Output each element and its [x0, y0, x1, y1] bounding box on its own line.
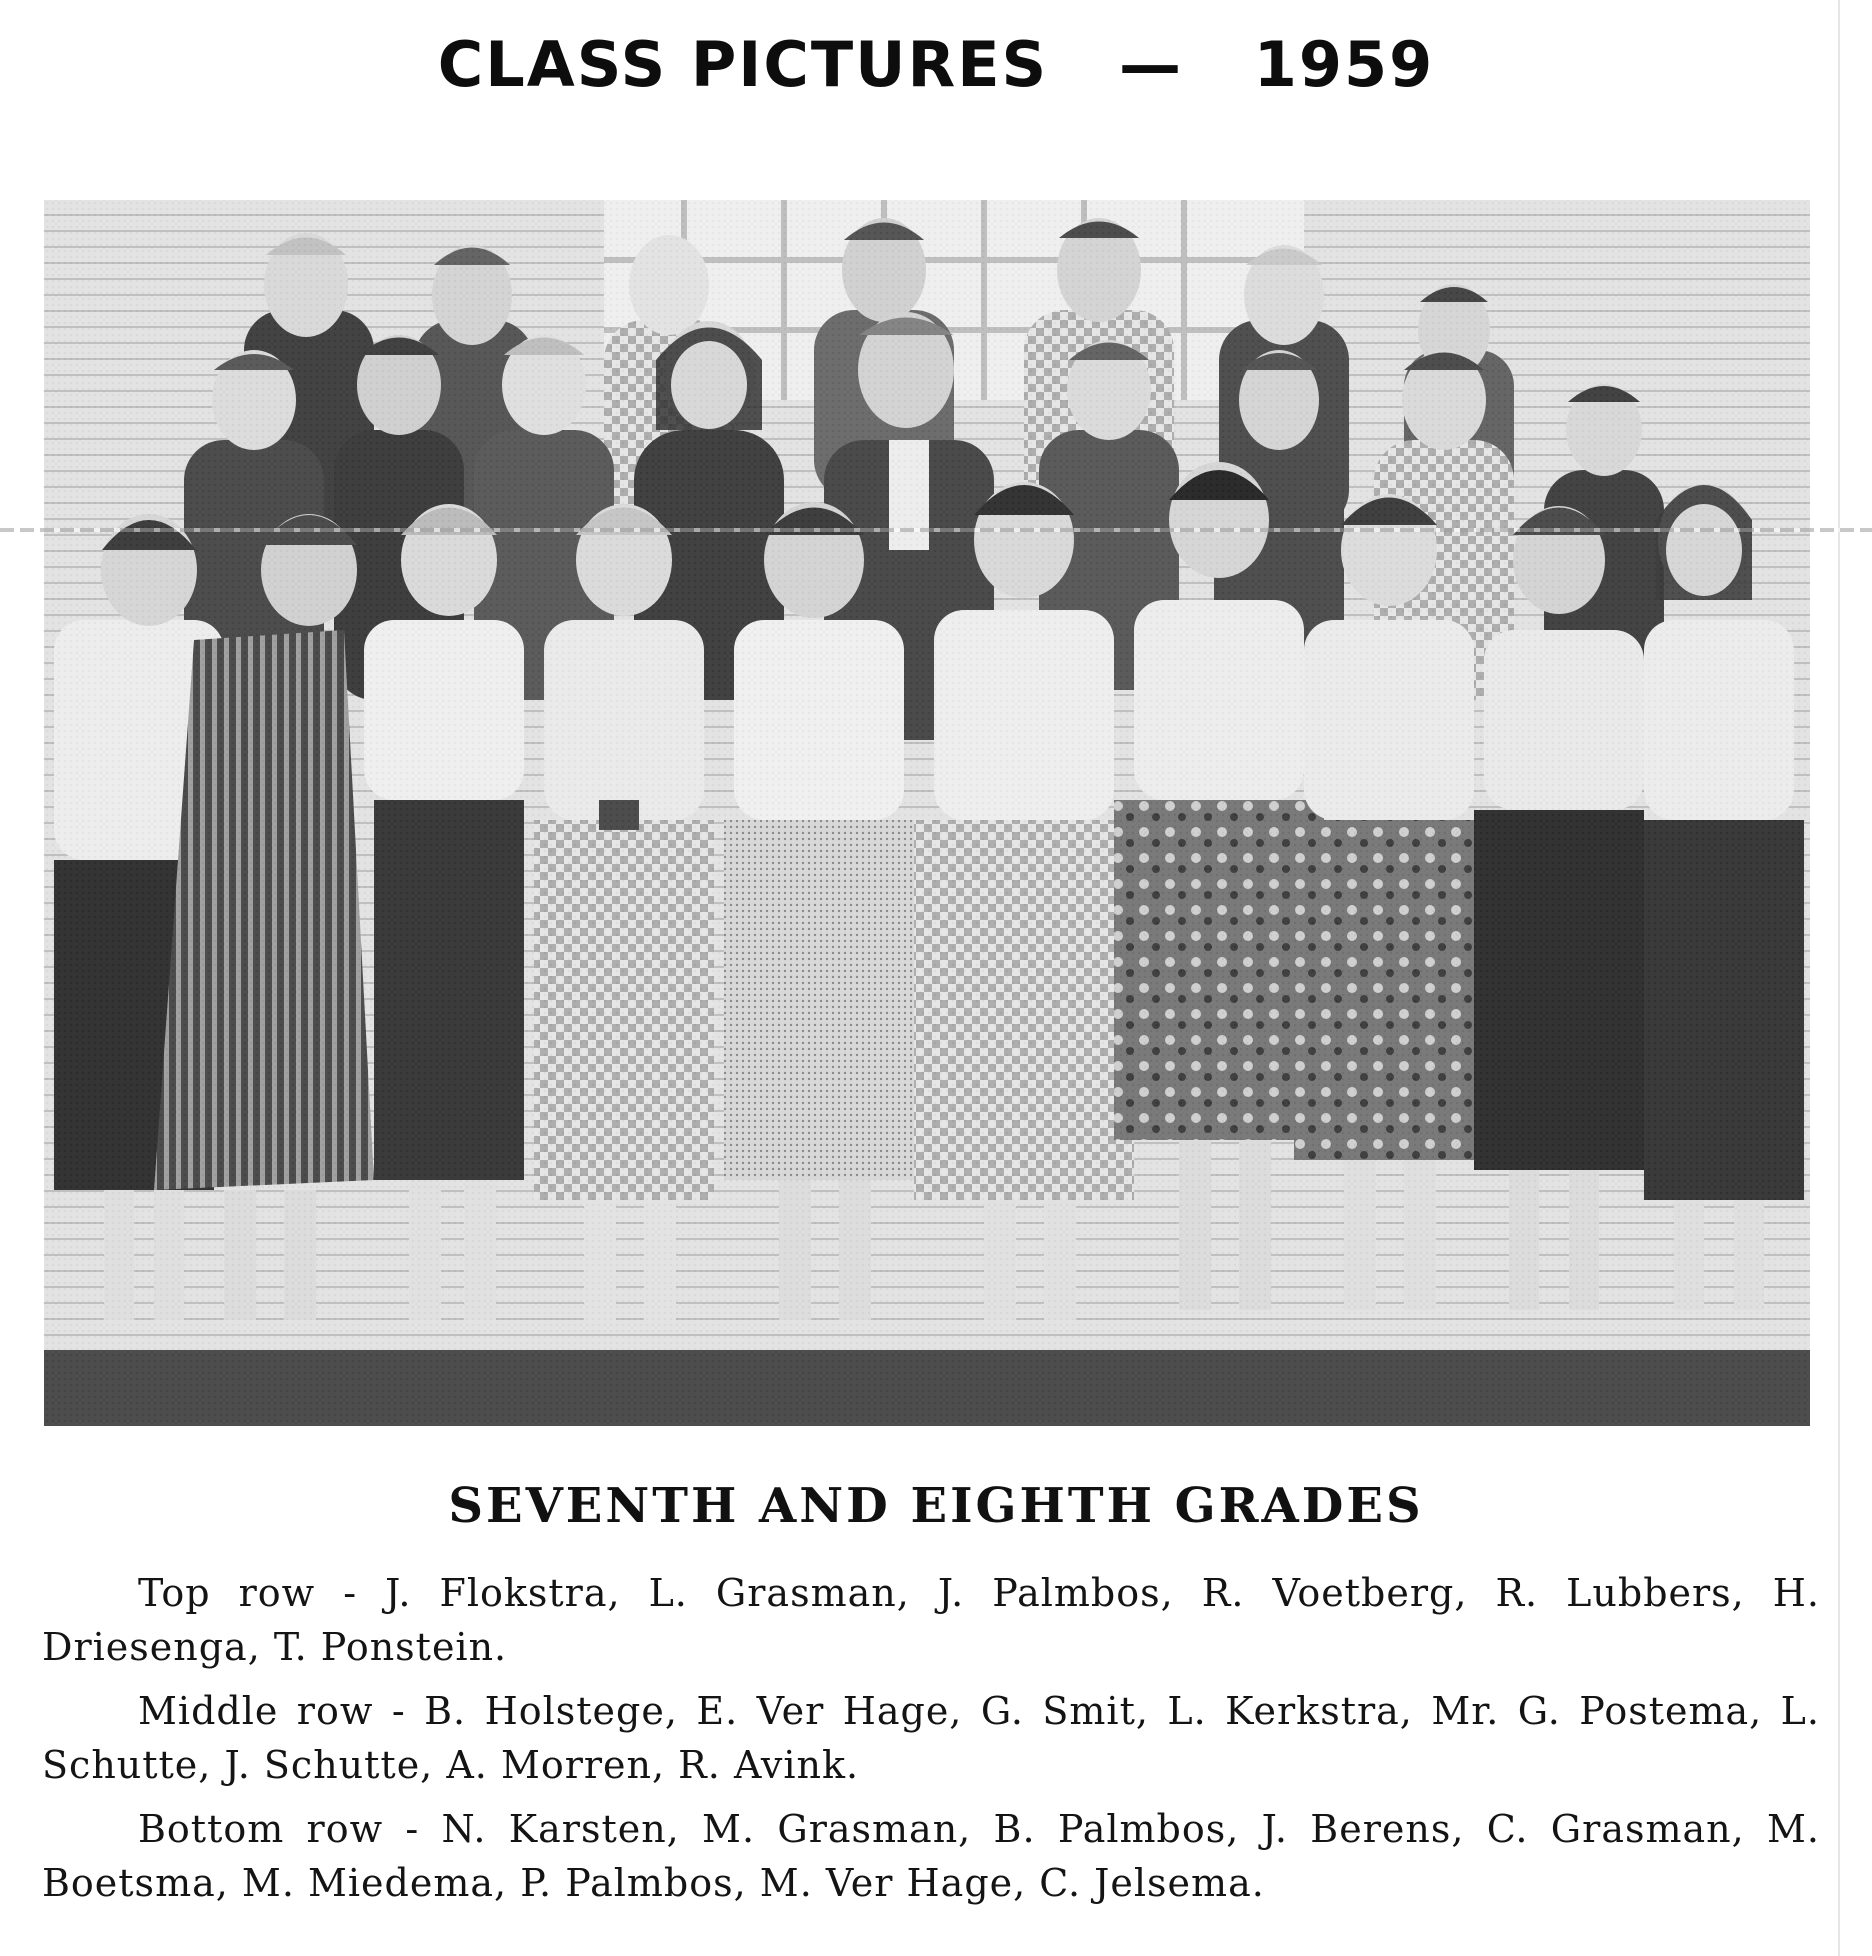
page-title: CLASS PICTURES — 1959 [437, 28, 1435, 101]
class-photo [44, 200, 1810, 1426]
caption-middle-row: Middle row - B. Holstege, E. Ver Hage, G. Smit, L. Kerkstra, Mr. G. Postema, L. Schutte, J. Schutte, A. Morren, R. Avink. [42, 1689, 1820, 1787]
class-photo-illustration [44, 200, 1810, 1426]
caption-bottom-row: Bottom row - N. Karsten, M. Grasman, B. Palmbos, J. Berens, C. Grasman, M. Boetsma, M. Miedema, P. Palmbos, M. Ver Hage, C. Jelsema. [42, 1807, 1820, 1905]
paper-fold-crease [0, 528, 1872, 532]
section-heading: SEVENTH AND EIGHTH GRADES [448, 1478, 1424, 1534]
caption-top-row: Top row - J. Flokstra, L. Grasman, J. Palmbos, R. Voetberg, R. Lubbers, H. Driesenga, T. Ponstein. [42, 1571, 1820, 1669]
page-edge [1838, 0, 1840, 1956]
